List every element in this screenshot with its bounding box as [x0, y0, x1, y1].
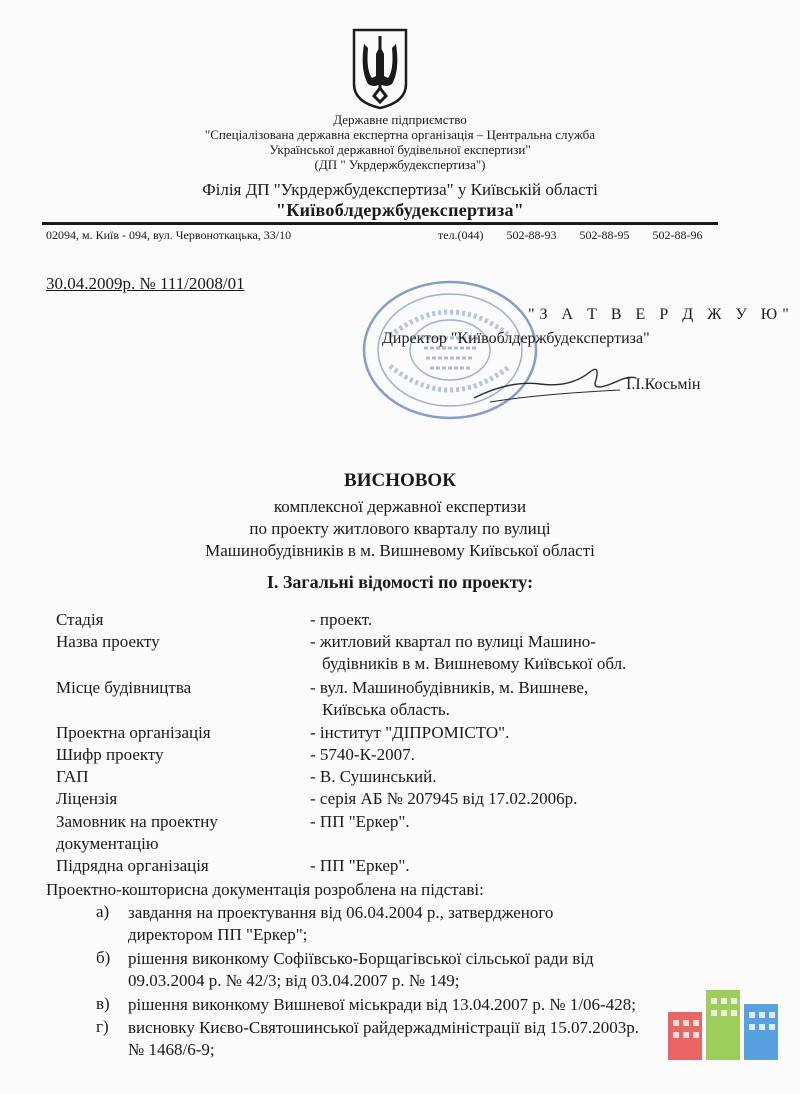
list-item-marker: б)	[96, 948, 111, 967]
row-label-customer: Замовник на проектну	[56, 812, 218, 831]
row-label-location: Місце будівництва	[56, 678, 192, 697]
address: 02094, м. Київ - 094, вул. Червоноткацька, 33/10	[46, 228, 292, 242]
row-label-license: Ліцензія	[56, 789, 118, 808]
row-value-chief-architect: - В. Сушинський.	[310, 767, 437, 786]
title-line3: Машинобудівників в м. Вишневому Київської області	[205, 541, 595, 560]
phone-numbers: тел.(044) 502-88-93 502-88-95 502-88-96	[438, 228, 703, 242]
row-label-project-name: Назва проекту	[56, 632, 160, 651]
title-line1: комплексної державної експертизи	[273, 497, 527, 516]
watermark-logo-icon	[668, 990, 780, 1060]
row-value-design-org: - інститут "ДІПРОМІСТО".	[310, 723, 510, 742]
row-label-project-code: Шифр проекту	[56, 745, 164, 764]
header-divider	[42, 222, 718, 225]
row-value-location-cont: Київська область.	[322, 700, 450, 719]
org-short-name: (ДП " Укрдержбудекспертиза")	[314, 157, 486, 172]
org-name-line1: "Спеціалізована державна експертна організація – Центральна служба	[204, 127, 596, 142]
list-item-text: завдання на проектування від 06.04.2004 р., затвердженого	[128, 903, 554, 922]
coat-of-arms-icon	[350, 26, 410, 110]
row-value-stage: - проект.	[310, 610, 373, 629]
approval-heading: "З А Т В Е Р Д Ж У Ю"	[528, 306, 794, 323]
org-name-line2: Української державної будівельної експертизи"	[269, 142, 531, 157]
row-label-contractor: Підрядна організація	[56, 856, 209, 875]
director-title: Директор "Київоблдержбудекспертиза"	[382, 330, 650, 347]
branch-title: Філія ДП "Укрдержбудекспертиза" у Київській області	[202, 180, 598, 199]
list-item-text: висновку Києво-Святошинської райдержадміністрації від 15.07.2003р.	[128, 1018, 639, 1037]
row-label-chief-architect: ГАП	[56, 767, 89, 786]
row-label-design-org: Проектна організація	[56, 723, 211, 742]
basis-intro: Проектно-кошторисна документація розроблена на підставі:	[46, 880, 484, 899]
row-value-location: - вул. Машинобудівників, м. Вишневе,	[310, 678, 589, 697]
branch-name: "Київоблдержбудекспертиза"	[275, 200, 525, 220]
row-label-stage: Стадія	[56, 610, 104, 629]
list-item-text: рішення виконкому Вишневої міськради від 13.04.2007 р. № 1/06-428;	[128, 995, 636, 1014]
list-item-text-cont: № 1468/6-9;	[128, 1040, 215, 1059]
signature-icon	[470, 350, 640, 410]
row-label-customer-cont: документацію	[56, 834, 159, 853]
title-line2: по проекту житлового кварталу по вулиці	[249, 519, 551, 538]
row-value-contractor: - ПП "Еркер".	[310, 856, 410, 875]
list-item-marker: в)	[96, 994, 110, 1013]
list-item-marker: а)	[96, 902, 110, 921]
document-title: ВИСНОВОК	[344, 470, 456, 491]
document-reference: 30.04.2009р. № 111/2008/01	[46, 274, 245, 293]
signer-name: І.І.Косьмін	[626, 376, 701, 393]
row-value-project-name-cont: будівників в м. Вишневому Київської обл.	[322, 654, 627, 673]
list-item-marker: г)	[96, 1017, 109, 1036]
row-value-project-name: - житловий квартал по вулиці Машино-	[310, 632, 596, 651]
org-type: Державне підприємство	[333, 112, 467, 127]
row-value-customer: - ПП "Еркер".	[310, 812, 410, 831]
section-heading: І. Загальні відомості по проекту:	[266, 572, 534, 592]
list-item-text: рішення виконкому Софіївсько-Борщагівської сільської ради від	[128, 949, 594, 968]
row-value-project-code: - 5740-К-2007.	[310, 745, 415, 764]
list-item-text-cont: директором ПП "Еркер";	[128, 925, 308, 944]
row-value-license: - серія АБ № 207945 від 17.02.2006р.	[310, 789, 578, 808]
list-item-text-cont: 09.03.2004 р. № 42/3; від 03.04.2007 р. № 149;	[128, 971, 460, 990]
